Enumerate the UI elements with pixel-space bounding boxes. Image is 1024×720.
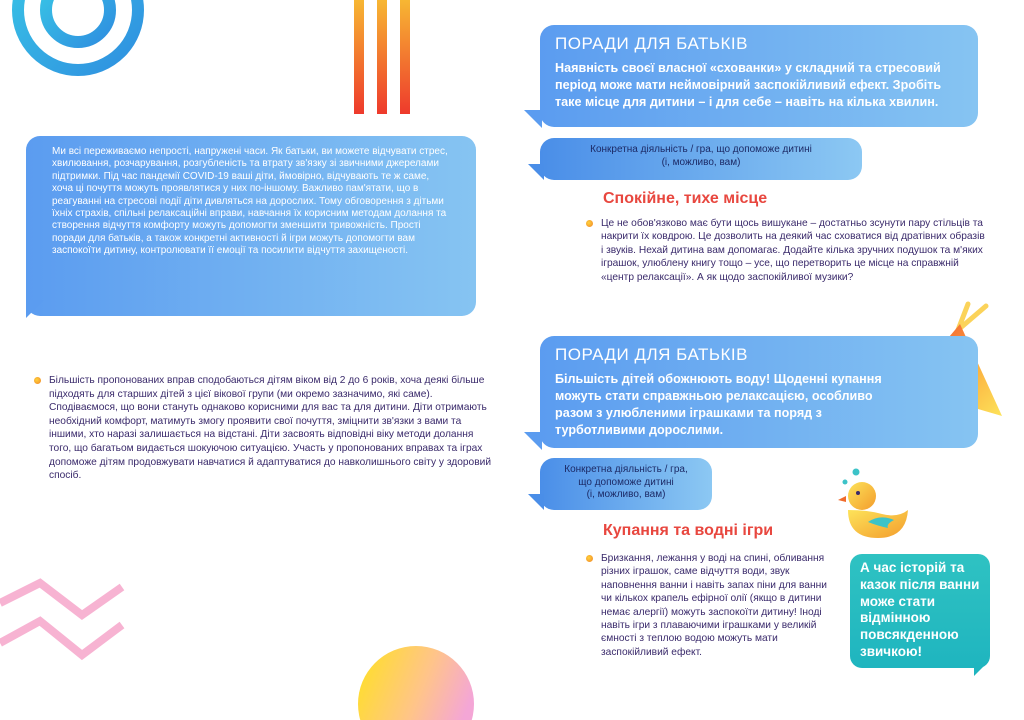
tip-title: ПОРАДИ ДЛЯ БАТЬКІВ	[555, 34, 748, 53]
activity-text: Це не обов'язково має бути щось вишукане – достатньо зсунути пару стільців та накрити їх ковдрою. Це дозволить на деякий час сховатися від дратівних образів і звуків. Нехай дитина вам допомагає. Додайте кілька зручних подушок та м'яких іграшок, улюблену книгу тощо – усе, що перетворить це місце на справжній «центр релаксації». А як щодо заспокійливої музики?	[601, 218, 985, 283]
tip-bubble-2-tail	[524, 432, 542, 450]
rubber-duck-icon	[838, 466, 914, 542]
activity-heading: Купання та водні ігри	[603, 522, 774, 539]
callout-tail	[974, 662, 988, 676]
tip-title: ПОРАДИ ДЛЯ БАТЬКІВ	[555, 345, 748, 364]
tip-text: Наявність своєї власної «схованки» у складний та стресовий період може мати неймовірний заспокійливий ефект. Зробіть таке місце для дитини – і для себе – навіть на кілька хвилин.	[555, 61, 942, 109]
vertical-bars-decoration	[352, 0, 412, 116]
age-note-text: Більшість пропонованих вправ сподобаються дітям віком від 2 до 6 років, хоча деякі більше підходять для старших дітей з цієї вікової групи (ми окремо зазначимо, які саме). Сподіваємося, що вони стануть однаково корисними для вас та для дитини. Діти отримають необхідний комфорт, матимуть змогу проявити свої почуття, зміцнити зв'язки з вами та іншими, хто наразі залишається на відстані. Діти засвоять відповідні віку методи долання того, що багатьом видається шокуючою ситуацією. Участь у пропонованих вправах та іграх допоможе дітям продовжувати навчатися й адаптуватися до навколишнього світу у здоровий спосіб.	[49, 375, 492, 482]
bullet-icon	[586, 220, 593, 227]
activity-heading: Спокійне, тихе місце	[603, 190, 768, 207]
age-note	[34, 374, 494, 483]
cyan-ring-decoration	[10, 0, 150, 82]
activity-label-2-tail	[528, 494, 544, 510]
activity-label-1-tail	[528, 164, 544, 180]
tip-bubble-1-tail	[524, 110, 542, 128]
intro-bubble-tail	[26, 300, 44, 318]
activity-2-body	[586, 552, 838, 659]
activity-label-line: що допоможе дитині	[578, 476, 674, 488]
callout-text: А час історій та казок після ванни може стати відмінною повсякденною звичкою!	[860, 560, 980, 659]
activity-label-line: Конкретна діяльність / гра,	[564, 464, 688, 475]
activity-label-line: (і, можливо, вам)	[586, 489, 666, 500]
bullet-icon	[34, 377, 41, 384]
gradient-circle-decoration	[356, 644, 476, 720]
tip-bubble-2	[540, 336, 978, 448]
activity-label-line: Конкретна діяльність / гра, що допоможе дитині	[590, 144, 812, 155]
activity-label-1	[540, 138, 862, 180]
callout-box	[850, 554, 990, 668]
intro-text: Ми всі переживаємо непрості, напружені часи. Як батьки, ви можете відчувати стрес, хвилювання, розчарування, розгубленість та втрату зв'язку зі звичними джерелами підтримки. Під час пандемії COVID-19 ваші діти, ймовірно, відчувають те ж саме, хоча ці почуття можуть проявлятися у них по-іншому. Важливо пам'ятати, що в реагуванні на стресові події діти дивляться на дорослих. Тому обговорення з дітьми їхніх страхів, спільні релаксаційні вправи, навчання їх корисним методам долання та створення відчуття комфорту можуть допомогти зменшити тривожність. Прості поради для батьків, а також конкретні активності й ігри можуть допомогти вам заспокоїти дитину, контролювати її емоції та посилити відчуття захищеності.	[52, 146, 448, 257]
bullet-icon	[586, 555, 593, 562]
activity-label-line: (і, можливо, вам)	[661, 156, 741, 168]
tip-text: Більшість дітей обожнюють воду! Щоденні купання можуть стати справжньою релаксацією, особливо разом з улюбленими іграшками та поряд з турботливими дорослими.	[555, 372, 882, 437]
activity-text: Бризкання, лежання у воді на спині, обливання різних іграшок, саме відчуття води, звук наповнення ванни і навіть запах піни для ванни чи кількох крапель ефірної олії (якщо в дитини немає алергії) можуть заспокоїти дитину! Іноді навіть ігри з плаваючими іграшками у великій ємності з теплою водою можуть мати заспокійливий ефект.	[601, 553, 827, 658]
activity-label-2	[540, 458, 712, 510]
tip-bubble-1	[540, 25, 978, 127]
intro-bubble	[26, 136, 476, 316]
pink-zigzag-decoration	[0, 575, 130, 685]
activity-1-body	[586, 217, 986, 284]
